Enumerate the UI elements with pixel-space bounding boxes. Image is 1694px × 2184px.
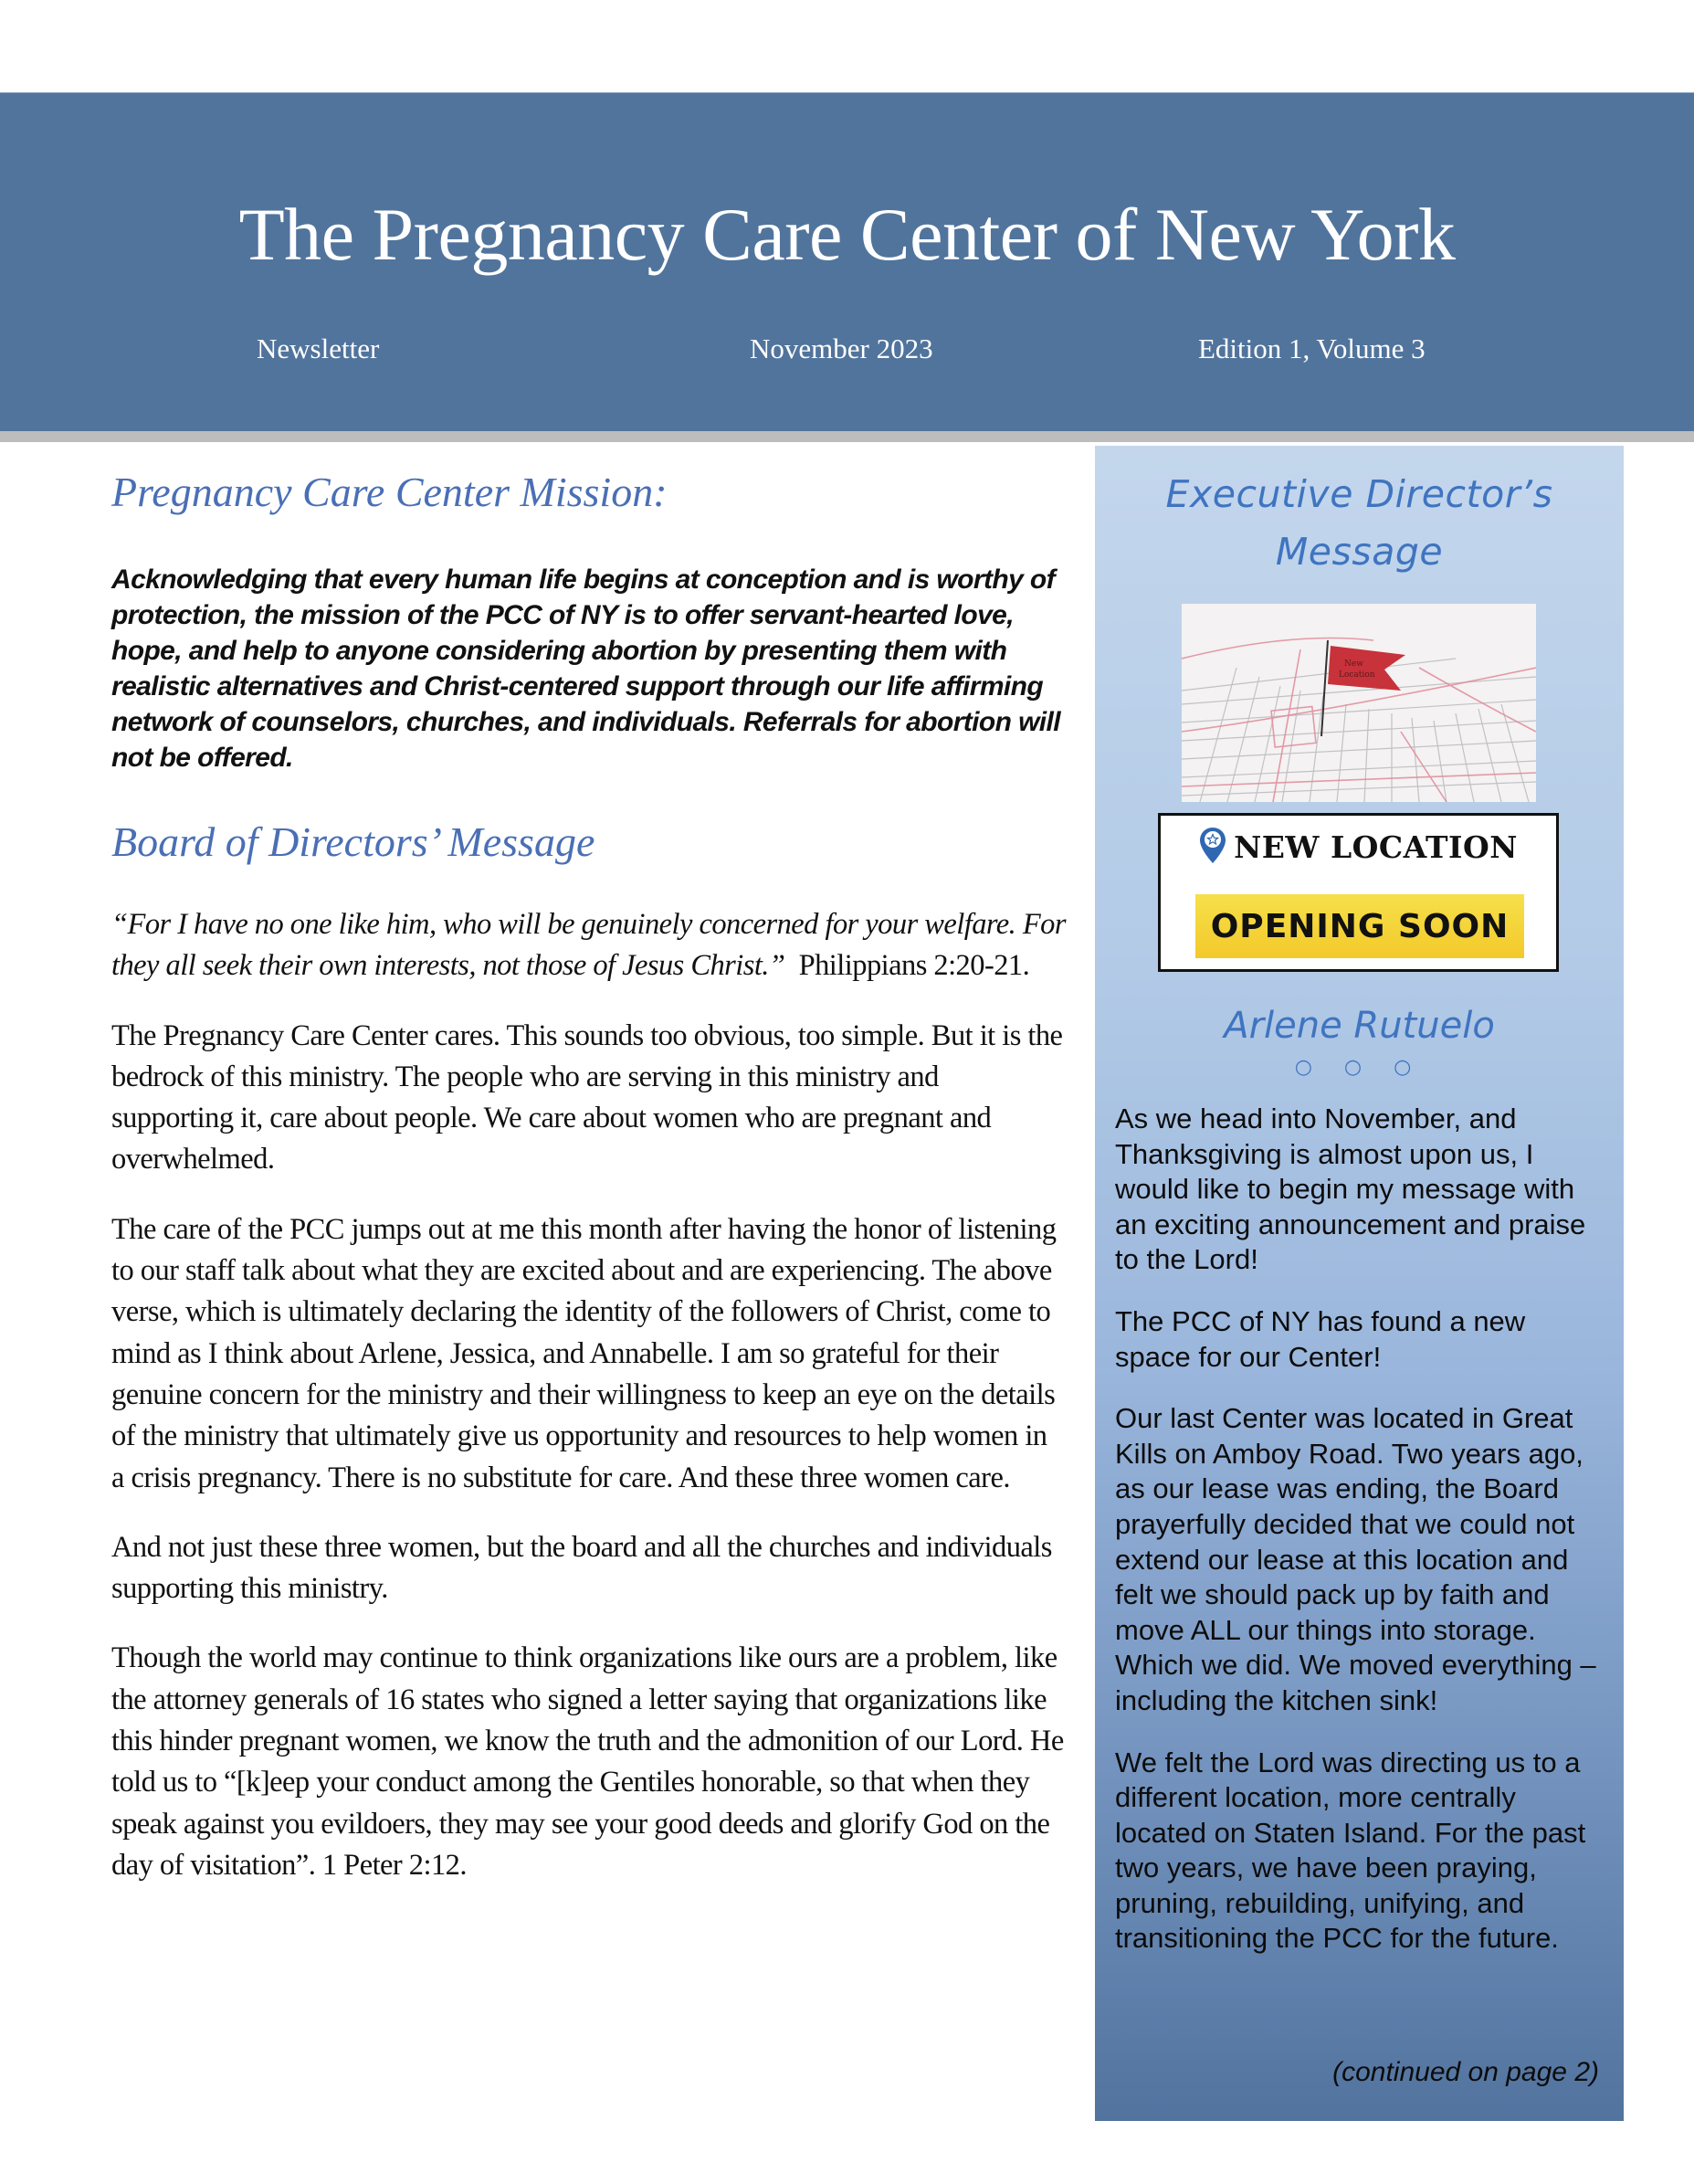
board-paragraph: The Pregnancy Care Center cares. This sounds too obvious, too simple. But it is the bedrock of this ministry. The people who are serving in this ministry and supporting it, care about people. We care about women who are pregnant and overwhelmed.: [111, 1018, 1063, 1176]
director-paragraph: As we head into November, and Thanksgiving is almost upon us, I would like to begin my message with an exciting announcement and praise to the Lord!: [1115, 1103, 1586, 1276]
banner-heading: [1161, 827, 1556, 872]
new-location-banner: [1158, 813, 1559, 972]
location-pin-icon: [1199, 827, 1226, 872]
sidebar-heading: Executive Director’s Message: [1165, 472, 1553, 574]
continued-note: (continued on page 2): [1332, 2057, 1599, 2087]
banner-top-text: NEW LOCATION: [1234, 829, 1518, 865]
board-message-body: [111, 904, 1066, 1915]
newsletter-title: The Pregnancy Care Center of New York: [238, 193, 1456, 276]
map-flag-image: [1182, 604, 1536, 802]
director-paragraph: The PCC of NY has found a new space for our Center!: [1115, 1304, 1526, 1373]
banner-strip-text: OPENING SOON: [1210, 907, 1510, 945]
flag-text-line1: New: [1344, 659, 1363, 669]
scripture-quote: [111, 904, 1066, 987]
mission-statement: Acknowledging that every human life begins at conception and is worthy of protection, the mission of the PCC of NY is to offer servant-hearted love, hope, and help to anyone considering abortion by presenting them with realistic alternatives and Christ-centered support through our life affirming network of counselors, churches, and individuals. Referrals for abortion will not be offered.: [111, 564, 1061, 773]
ornament-divider: ○ ○ ○: [1294, 1056, 1425, 1079]
masthead-divider: [0, 431, 1694, 442]
edition-volume: Edition 1, Volume 3: [1198, 332, 1426, 364]
publication-type: Newsletter: [257, 332, 380, 364]
map-illustration: [1182, 604, 1536, 802]
issue-date: November 2023: [750, 332, 933, 364]
board-message-heading: Board of Directors’ Message: [111, 818, 595, 865]
executive-director-sidebar: [1095, 446, 1624, 2121]
director-paragraph: Our last Center was located in Great Kills on Amboy Road. Two years ago, as our lease was ending, the Board prayerfully decided that we could not extend our lease at this location and felt we should pack up by faith and move ALL our things into storage. Which we did. We moved everything – including the kitchen sink!: [1115, 1402, 1596, 1716]
author-name: Arlene Rutuelo: [1224, 1005, 1495, 1047]
masthead-band: [0, 92, 1694, 432]
quote-text: “For I have no one like him, who will be genuinely concerned for your welfare. For they all seek their own interests, not those of Jesus Christ.”: [111, 908, 1066, 983]
director-paragraph: We felt the Lord was directing us to a different location, more centrally located on Staten Island. For the past two years, we have been praying, pruning, rebuilding, unifying, and transitioning the PCC for the future.: [1115, 1746, 1586, 1955]
board-paragraph: The care of the PCC jumps out at me this month after having the honor of listening to our staff talk about what they are excited about and are experiencing. The above verse, which is ultimately declaring the identity of the followers of Christ, come to mind as I think about Arlene, Jessica, and Annabelle. I am so grateful for their genuine concern for the ministry and their willingness to keep an eye on the details of the ministry that ultimately give us opportunity and resources to help women in a crisis pregnancy. There is no substitute for care. And these three women care.: [111, 1212, 1057, 1494]
director-message-body: [1115, 1102, 1608, 1983]
board-paragraph: And not just these three women, but the board and all the churches and individuals supporting this ministry.: [111, 1530, 1052, 1606]
quote-citation: Philippians 2:20-21.: [798, 949, 1030, 983]
opening-soon-strip: [1195, 894, 1524, 958]
flag-text-line2: Location: [1339, 670, 1375, 680]
board-paragraph: Though the world may continue to think organizations like ours are a problem, like the attorney generals of 16 states who signed a letter saying that organizations like this hinder pregnant women, we know the truth and the admonition of our Lord. He told us to “[k]eep your conduct among the Gentiles honorable, so that when they speak against you evildoers, they may see your good deeds and glorify God on the day of visitation”. 1 Peter 2:12.: [111, 1641, 1064, 1882]
mission-heading: Pregnancy Care Center Mission:: [111, 469, 668, 515]
